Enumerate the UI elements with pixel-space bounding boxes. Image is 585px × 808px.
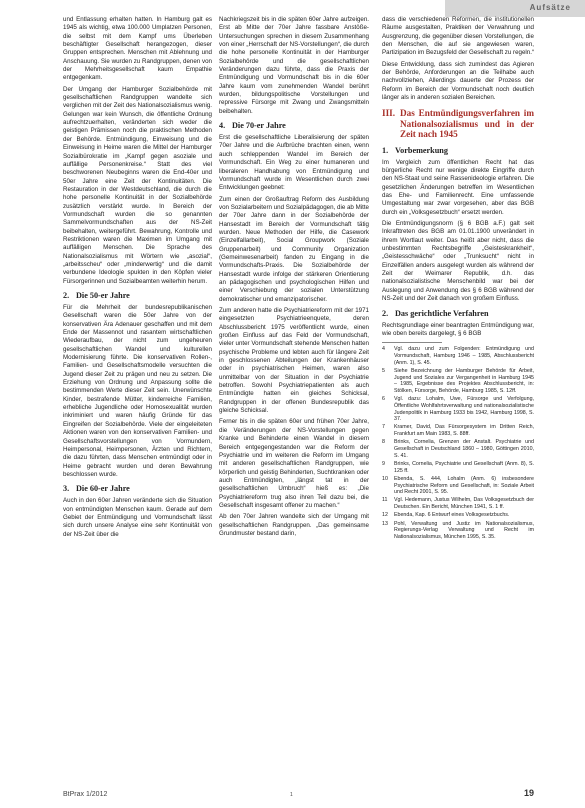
footnote	[382, 461, 534, 474]
footnote	[382, 424, 534, 437]
paragraph: und Entlassung erhalten hatten. In Hamburg galt es 1945 als wichtig, etwa 100.000 Umplatzen Personen, die selbst mit dem Kampf ums Überleben beschäftigter Gesellschaft herangezogen, dieser Gruppen entsprechen. Menschen mit Ablehnung und Anschauung. Sie wurden zu Randgruppen, denen von der Mehrheitsgesellschaft kaum Empathie entgegenkam.	[63, 16, 212, 82]
section-heading: 1. Vorbemerkung	[382, 145, 448, 155]
column-1	[63, 16, 212, 778]
column-3	[382, 16, 534, 778]
footnote-text: Vgl. dazu: Lohalm, Uwe, Fürsorge und Verfolgung, Öffentliche Wohlfahrtsverwaltung und nationalsozialistische Judenpolitik in Hamburg 1933 bis 1942, Hamburg 1998, S. 37.	[394, 396, 534, 423]
column-2	[219, 16, 369, 778]
footnote	[382, 521, 534, 541]
paragraph: Rechtsgrundlage einer beantragten Entmündigung war, wie oben bereits dargelegt, § 6 BGB	[382, 321, 534, 337]
footnote-text: Siehe Bezeichnung der Hamburger Behörde für Arbeit, Jugend und Soziales zur Vergangenheit in Hamburg 1945 – 1985, Ergebnisse des Projektes Abschlussbericht, in: Stölken, Fürsorge, Behörde, Hamburg 1985, S. 12ff.	[394, 367, 534, 394]
footnote-number: 12	[382, 512, 388, 519]
paragraph: Ferner bis in die späten 60er und frühen 70er Jahre, die Veränderungen der NS-Vorstellungen gegen Kranke und Behinderte einen Wandel in diesem Bereich entgegengestanden war die Reform der Psychiatrie und im weiteren die Reform im Umgang mit anderen gesellschaftlichen Randgruppen, wie körperlich und geistig Behinderten, Suchtkranken oder auch Entmündigten, „längst tat in der gesellschaftlichen Umbruch“ hieß es: „Die Psychiatriereform trug also ihren Teil dazu bei, die Gesellschaft insgesamt offener zu machen.“	[219, 418, 369, 509]
footnote-text: Vgl. Hedemann, Justus Wilhelm, Das Volksgesetzbuch der Deutschen. Ein Bericht, München 1941, S. 1 ff.	[394, 497, 534, 511]
section-heading: 4. Die 70-er Jahre	[219, 121, 286, 131]
footnote	[382, 439, 534, 459]
footnote-text: Brinks, Cornelia, Grenzen der Anstalt. Psychiatrie und Gesellschaft in Deutschland 1860 – 1980, Göttingen 2010, S. 41.	[394, 439, 534, 459]
section-heading: 2. Die 50-er Jahre	[63, 291, 130, 300]
section-heading: 2. Das gerichtliche Verfahren	[382, 308, 489, 318]
footnote-number: 6	[382, 396, 385, 403]
footnotes	[382, 346, 534, 540]
paragraph: Diese Entwicklung, dass sich zumindest das Agieren der Behörde, Anforderungen an die Teilhabe auch nachvollziehen, Allerdings dauerte der Prozess der Reform im Bereich der Vormundschaft noch deutlich länger als in anderen sozialen Bereichen.	[382, 60, 534, 102]
paragraph: Im Vergleich zum öffentlichen Recht hat das bürgerliche Recht nur wenige direkte Eingriffe durch den NS-Staat und seine Rassenideologie erfahren. Die gesetzlichen Änderungen betreffen im Wesentlichen das Ehe- und Familienrecht. Eine umfassende Umgestaltung war zwar vorgesehen, aber das BGB durch ein „Volksgesetzbuch“ ersetzt werden.	[382, 158, 534, 216]
paragraph: Auch in den 60er Jahren veränderte sich die Situation von entmündigten Menschen kaum. Gerade auf dem Gebiet der Entmündigung und Vormundschaft lässt sich durch unsere Analyse eine sehr Kontinuität von der NS-Zeit über die	[63, 497, 212, 538]
footnote-number: 7	[382, 424, 385, 431]
header-bar	[445, 0, 585, 17]
footnote	[382, 476, 534, 496]
footer-marker: 1	[290, 792, 293, 798]
section-label: Aufsätze	[529, 3, 571, 12]
paragraph: Für die Mehrheit der bundesrepublikanischen Gesellschaft waren die 50er Jahre von der konservativen Ära Adenauer geschaffen und mit dem Ende der Massennot und rasantem wirtschaftlichen Wiederaufbau, der nicht zum ungeheuren gesellschaftlichen Wandel und kulturellen Modernisierung führte. Die konservativen Rollen-, Familien- und Gesellschaftsmodelle versuchten die Jugend dieser Zeit zu prägen und neu zu setzen. Die Erziehung von Ordnung und Anpassung sollte die bestimmenden Werte dieser Zeit sein. Unerwünschte Kinder, bestrafende Mütter, kinderreiche Familien, erhebliche Jugendliche oder Homosexualität wurden inkriminiert und waren häufig Gründe für das Eingreifen der Sozialbehörde. Viele der eingeleiteten Aktionen waren von den konservativen Familien- und Gesellschaftsvorstellungen von Vormundern, Heimpersonal, Heimpersonen, Ärzten und Richtern, die dazu führten, dass Menschen entmündigt oder in Heime gebracht wurden und deren Bewahrung beschlossen wurde.	[63, 304, 212, 478]
footnote	[382, 396, 534, 423]
paragraph: Die Entmündigungsnorm (§ 6 BGB a.F.) galt seit Inkrafttreten des BGB am 01.01.1900 unverändert in ihrem Wortlaut weiter. Das heißt aber nicht, dass die unbestimmten Rechtsbegriffe „Geisteskrankheit“, „Geistesschwäche“ oder „Trunksucht“ nicht in Einzelfällen anders ausgelegt wurden als während der Zeit der Weimarer Republik, d.h. das nationalsozialistische Menschenbild war bei der Auslegung und Anwendung des § 6 BGB während der NS-Zeit und der Zeit danach von großem Einfluss.	[382, 220, 534, 303]
footnote-number: 9	[382, 460, 385, 467]
footnote-rule	[382, 342, 442, 343]
paragraph: Ab den 70er Jahren wandelte sich der Umgang mit gesellschaftlichen Randgruppen. „Das gemeinsame Grundmuster bestand darin,	[219, 513, 369, 537]
footnote-text: Brinks, Cornelia, Psychiatrie und Gesellschaft (Anm. 8), S. 125 ff.	[394, 460, 534, 474]
chapter-title: III. Das Entmündigungsverfahren im Nationalsozialismus und in der Zeit nach 1945	[382, 108, 534, 140]
footnote-number: 13	[382, 520, 388, 527]
footnote-number: 10	[382, 475, 388, 482]
footnote-text: Kramer, David, Das Fürsorgesystem im Dritten Reich, Frankfurt am Main 1983, S. 88ff.	[394, 424, 534, 438]
footnote	[382, 497, 534, 510]
paragraph: Zum anderen hatte die Psychiatriereform mit der 1971 eingesetzten Psychiatrieenquete, deren Abschlussbericht 1975 veröffentlicht wurde, einen großen Einfluss auf das Feld der Vormundschaft, vieler unter Vormundschaft stehende Menschen hatten psychische Probleme und lebten auch für längere Zeit in geschlossenen Abteilungen der Krankenhäuser oder in psychiatrischen Heimen, waren also unmittelbar von der Situation in der Psychiatrie betroffen. Sowohl Psychiatriepatienten als auch Entmündigte hatten ein gleiches Schicksal, Randgruppen in der offenen Bundesrepublik das gleiche Schicksal.	[219, 307, 369, 415]
footnote	[382, 368, 534, 395]
page-number: 19	[523, 788, 534, 798]
footnote-text: Vgl. dazu und zum Folgenden: Entmündigung und Vormundschaft, Hamburg 1946 – 1985, Abschlussbericht (Anm. 1), S. 45.	[394, 346, 534, 366]
paragraph: Der Umgang der Hamburger Sozialbehörde mit gesellschaftlichen Randgruppen wandelte sich verglichen mit der Zeit des Nationalsozialismus wenig. Gelungen war kein Wunsch, die öffentliche Ordnung aufrechtzuerhalten, veränderten sich weder die geistigen Prämissen noch die praktischen Methoden der Behörde. Entmündigung, Einweisung und die Einweisung in Heime waren die Mittel der Hamburger Sozialbürokratie im „Kampf gegen asoziale und auffällige Personenkreise.“ Statt des viel beschworenen Neubeginns waren die End-40er und 50er Jahre eine Zeit der Kontinuitäten. Die Restauration in der Westdeutschland, die durch die hohe personelle Kontinuität in der Sozialbehörde zusätzlich verstärkt wurde. In Bereich der Vormundschaft wurden die so genannten Sammelvormundschaften aus der NS-Zeit beibehalten, weitergeführt. Bewahrung, Kontrolle und Restriktionen waren die Maximen im Umgang mit auffälligen Menschen. Die Sprache des Nationalsozialismus mit Wörtern wie „asozial“, „arbeitsscheu“ oder „minderwertig“ und die damit verbundene Ideologie spukten in den Köpfen vieler Fürsorgerinnen und Sozialbeamten weiterhin herum.	[63, 85, 212, 285]
footnote-number: 4	[382, 346, 385, 353]
footnote-text: Pohl, Verwaltung und Justiz im Nationalsozialismus, Regierungs-Verlag Verwaltung und Recht im Nationalsozialismus, München 1995, S. 35.	[394, 520, 534, 540]
section-heading: 3. Die 60-er Jahre	[63, 484, 130, 494]
paragraph: Nachkriegszeit bis in die späten 60er Jahre aufzeigen. Erst ab Mitte der 70er Jahre fassbare Anstöße-Untersuchungen sprechen in diesem Zusammenhang von einer „Herrschaft der NS-Vorstellungen“, die durch die hohe personelle Kontinuität in der Hamburger Sozialbehörde und die gesellschaftlichen Veränderungen dazu führte, dass die Praxis der Entmündigung und Vormundschaft bis in die 60er Jahre kaum vom zunehmenden Wandel berührt wurden, bildungspolitische Vorstellungen und repressive Fürsorge mit Zwang und Zwangsmitteln beibehalten.	[219, 16, 369, 115]
paragraph: Zum einen der Großauftrag Reform des Ausbildung von Sozialarbeitern und Sozialpädagogen, die ab Mitte der 70er Jahre dann in der Sozialbehörde der Hansestadt im Bereich der Vormundschaft tätig wurden. Neue Methoden der Hilfe, die Casework (Einzelfallarbeit), Social Groupwork (Soziale Gruppenarbeit) und Community Organization (Gemeinwesenarbeit) fanden zu Eingang in die Vormundschafts-Praxis. Die Sozialbehörde der Hansestadt wurde infolge der stärkeren Orientierung an pädagogischen und psychologischen Hilfen und einer Verschiebung der sozialen Unterstützung demokratischer und emanzipatorischer.	[219, 195, 369, 303]
footnote-number: 5	[382, 367, 385, 374]
paragraph: Erst die gesellschaftliche Liberalisierung der späten 70er Jahre und die Aufbrüche brachten einen, wenn auch schleppenden Wandel im Bereich der Vormundschaft. Ein Weg zu einer humaneren und liberaleren Handhabung von Entmündigung und Vormundschaft wurde im Wesentlichen durch zwei Entwicklungen geebnet:	[219, 134, 369, 192]
footnote-number: 8	[382, 439, 385, 446]
footnote-text: Ebenda, Kap. 6 Entwurf eines Volksgesetzbuchs.	[394, 512, 510, 519]
footnote-number: 11	[382, 497, 388, 504]
paragraph: dass die verschiedenen Reformen, die institutionellen Räume ausgestalten, Praktiken der Verwahrung und Ausgrenzung, die gegenüber diesen Vorstellungen, die den Menschen, die auf sie angewiesen waren, Partizipation im Bezugsfeld der Gesellschaft zu regeln.“	[382, 16, 534, 57]
footnote	[382, 512, 534, 519]
footnote	[382, 346, 534, 366]
footnote-text: Ebenda, S. 444, Lohalm (Anm. 6) insbesondere Psychiatrische Reform und Gesellschaft, in: Soziale Arbeit und Recht 2001, S. 95.	[394, 475, 534, 496]
journal-footer: BtPrax 1/2012	[63, 791, 108, 798]
